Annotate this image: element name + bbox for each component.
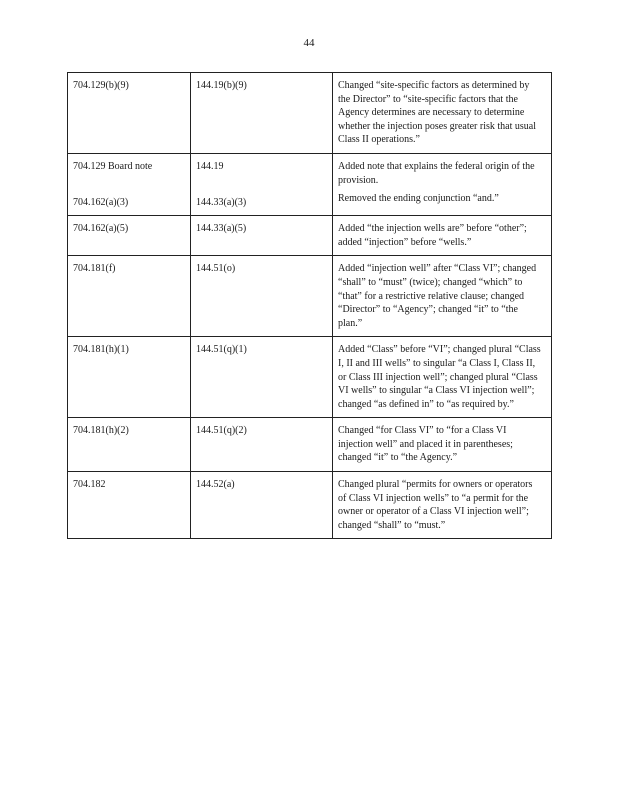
change-description: Changed “site-specific factors as determined by the Director” to “site-specific factors that the Agency determines are necessary to determine whether the injection poses greater risk that usual Class II operations.” bbox=[338, 80, 536, 146]
change-description: Added “Class” before “VI”; changed plural “Class I, II and III wells” to singular “a Class I, Class II, or Class III injection well”; changed plural “Class VI wells” to singular “a Class VI injection well”; changed “as defined in” to “as required by.” bbox=[338, 344, 541, 410]
federal-section: 144.33(a)(3) bbox=[196, 196, 247, 208]
change-description: Added “injection well” after “Class VI”; changed “shall” to “must” (twice); changed “which” to “that” for a restrictive relative clause; changed “Director” to “Agency”; changed “it” to “the plan.” bbox=[338, 263, 537, 329]
illinois-section-cell bbox=[68, 216, 191, 256]
federal-section-cell bbox=[191, 216, 333, 256]
federal-section: 144.51(q)(1) bbox=[196, 344, 247, 356]
table-row bbox=[68, 472, 552, 539]
change-description-cell bbox=[333, 256, 552, 337]
changes-table bbox=[67, 72, 552, 539]
illinois-section: 704.162(a)(3) bbox=[73, 196, 129, 208]
illinois-section: 704.129(b)(9) bbox=[73, 80, 129, 91]
change-description: Added note that explains the federal origin of the provision. bbox=[338, 160, 535, 186]
illinois-section-cell bbox=[68, 153, 191, 215]
illinois-section-cell bbox=[68, 337, 191, 418]
change-description: Changed “for Class VI” to “for a Class VI injection well” and placed it in parentheses; changed “it” to “the Agency.” bbox=[338, 425, 513, 464]
change-description-cell bbox=[333, 472, 552, 539]
illinois-section: 704.129 Board note bbox=[73, 160, 153, 172]
illinois-section-cell bbox=[68, 73, 191, 154]
federal-section: 144.51(q)(2) bbox=[196, 425, 247, 437]
federal-section-cell bbox=[191, 153, 333, 215]
illinois-section-cell bbox=[68, 256, 191, 337]
table-row bbox=[68, 337, 552, 418]
federal-section-cell bbox=[191, 73, 333, 154]
change-description: Removed the ending conjunction “and.” bbox=[338, 193, 499, 205]
change-description-cell bbox=[333, 216, 552, 256]
federal-section: 144.19(b)(9) bbox=[196, 80, 247, 91]
federal-section: 144.33(a)(5) bbox=[196, 223, 247, 235]
change-description-cell bbox=[333, 73, 552, 154]
change-description: Changed plural “permits for owners or operators of Class VI injection wells” to “a permit for the owner or operator of a Class VI injection well”; changed “shall” to “must.” bbox=[338, 479, 533, 531]
federal-section: 144.19 bbox=[196, 160, 224, 172]
federal-section-cell bbox=[191, 472, 333, 539]
table-row bbox=[68, 418, 552, 472]
federal-section: 144.51(o) bbox=[196, 263, 236, 275]
change-description-cell bbox=[333, 337, 552, 418]
illinois-section: 704.181(f) bbox=[73, 263, 116, 275]
illinois-section: 704.181(h)(1) bbox=[73, 344, 129, 356]
change-description-cell bbox=[333, 153, 552, 215]
table-row bbox=[68, 153, 552, 215]
change-description-cell bbox=[333, 418, 552, 472]
page-number: 44 bbox=[303, 37, 315, 49]
federal-section-cell bbox=[191, 256, 333, 337]
illinois-section: 704.182 bbox=[73, 479, 106, 491]
change-description: Added “the injection wells are” before “other”; added “injection” before “wells.” bbox=[338, 223, 527, 248]
illinois-section-cell bbox=[68, 418, 191, 472]
illinois-section: 704.162(a)(5) bbox=[73, 223, 129, 235]
table-row bbox=[68, 216, 552, 256]
federal-section-cell bbox=[191, 337, 333, 418]
table-row bbox=[68, 256, 552, 337]
federal-section-cell bbox=[191, 418, 333, 472]
federal-section: 144.52(a) bbox=[196, 479, 235, 491]
illinois-section-cell bbox=[68, 472, 191, 539]
illinois-section: 704.181(h)(2) bbox=[73, 425, 129, 437]
table-row bbox=[68, 73, 552, 154]
